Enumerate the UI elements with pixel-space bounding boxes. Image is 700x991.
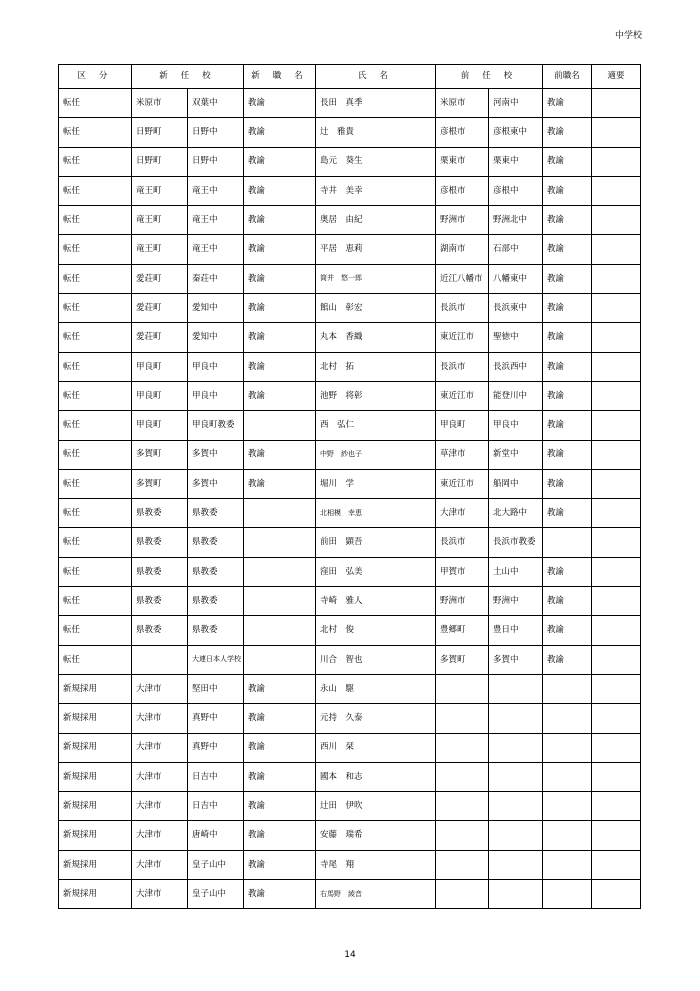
cell-prev-school: 土山中	[489, 557, 543, 586]
cell-prev-city	[436, 733, 489, 762]
cell-new-title	[244, 499, 316, 528]
cell-prev-city: 草津市	[436, 440, 489, 469]
cell-new-school: 日吉中	[188, 792, 244, 821]
cell-name: 筒井 悠一郎	[316, 264, 436, 293]
cell-new-title: 教諭	[244, 206, 316, 235]
cell-kubun: 転任	[59, 645, 132, 674]
cell-new-title: 教諭	[244, 264, 316, 293]
cell-remarks	[592, 792, 641, 821]
table-row	[59, 645, 641, 674]
cell-prev-title	[543, 704, 592, 733]
cell-prev-school: 北大路中	[489, 499, 543, 528]
cell-name: 西 弘仁	[316, 411, 436, 440]
cell-kubun: 転任	[59, 118, 132, 147]
cell-prev-city	[436, 850, 489, 879]
cell-prev-title: 教諭	[543, 411, 592, 440]
cell-prev-city: 甲良町	[436, 411, 489, 440]
cell-kubun: 転任	[59, 294, 132, 323]
cell-prev-title: 教諭	[543, 264, 592, 293]
header-new-post: 新 任 校	[132, 65, 244, 89]
cell-kubun: 新規採用	[59, 880, 132, 909]
cell-new-school: 愛知中	[188, 323, 244, 352]
cell-prev-title: 教諭	[543, 176, 592, 205]
cell-new-title: 教諭	[244, 821, 316, 850]
cell-prev-school: 野洲北中	[489, 206, 543, 235]
cell-remarks	[592, 118, 641, 147]
cell-new-title: 教諭	[244, 792, 316, 821]
cell-name: 寺崎 雅人	[316, 587, 436, 616]
header-prev-title: 前職名	[543, 65, 592, 89]
cell-remarks	[592, 469, 641, 498]
table-row	[59, 294, 641, 323]
cell-new-title: 教諭	[244, 850, 316, 879]
cell-kubun: 転任	[59, 499, 132, 528]
cell-new-city: 甲良町	[132, 352, 188, 381]
cell-new-city: 県教委	[132, 528, 188, 557]
cell-kubun: 転任	[59, 352, 132, 381]
cell-prev-school: 彦根東中	[489, 118, 543, 147]
cell-new-school: 皇子山中	[188, 850, 244, 879]
cell-prev-title: 教諭	[543, 89, 592, 118]
cell-new-city: 多賀町	[132, 440, 188, 469]
cell-remarks	[592, 440, 641, 469]
cell-kubun: 転任	[59, 381, 132, 410]
cell-new-title: 教諭	[244, 440, 316, 469]
cell-new-city: 県教委	[132, 616, 188, 645]
cell-remarks	[592, 176, 641, 205]
cell-remarks	[592, 528, 641, 557]
cell-prev-title: 教諭	[543, 323, 592, 352]
cell-prev-title: 教諭	[543, 235, 592, 264]
cell-kubun: 転任	[59, 89, 132, 118]
table-row	[59, 616, 641, 645]
cell-new-school: 県教委	[188, 587, 244, 616]
cell-new-title: 教諭	[244, 323, 316, 352]
cell-prev-city: 長浜市	[436, 528, 489, 557]
cell-new-school: 竜王中	[188, 206, 244, 235]
cell-prev-city: 彦根市	[436, 118, 489, 147]
cell-prev-school: 甲良中	[489, 411, 543, 440]
table-row	[59, 411, 641, 440]
cell-prev-school	[489, 674, 543, 703]
cell-remarks	[592, 499, 641, 528]
cell-new-title: 教諭	[244, 704, 316, 733]
table-row	[59, 469, 641, 498]
cell-name: 館山 彰宏	[316, 294, 436, 323]
cell-kubun: 新規採用	[59, 762, 132, 791]
cell-remarks	[592, 264, 641, 293]
table-row	[59, 674, 641, 703]
cell-prev-city: 野洲市	[436, 587, 489, 616]
table-row	[59, 89, 641, 118]
cell-name: 安藤 瑞希	[316, 821, 436, 850]
cell-name: 中野 紗也子	[316, 440, 436, 469]
cell-new-city: 県教委	[132, 499, 188, 528]
cell-prev-title: 教諭	[543, 557, 592, 586]
cell-new-school: 唐崎中	[188, 821, 244, 850]
cell-name: 丸本 香織	[316, 323, 436, 352]
cell-remarks	[592, 411, 641, 440]
cell-new-city: 県教委	[132, 587, 188, 616]
cell-new-city: 米原市	[132, 89, 188, 118]
cell-new-school: 皇子山中	[188, 880, 244, 909]
cell-prev-title	[543, 821, 592, 850]
cell-remarks	[592, 821, 641, 850]
cell-prev-title: 教諭	[543, 645, 592, 674]
cell-new-city: 愛荘町	[132, 264, 188, 293]
cell-kubun: 転任	[59, 557, 132, 586]
cell-prev-school: 豊日中	[489, 616, 543, 645]
cell-new-city: 竜王町	[132, 176, 188, 205]
cell-name: 寺尾 翔	[316, 850, 436, 879]
cell-prev-city: 東近江市	[436, 469, 489, 498]
cell-remarks	[592, 762, 641, 791]
table-row	[59, 352, 641, 381]
cell-prev-title	[543, 880, 592, 909]
cell-kubun: 新規採用	[59, 733, 132, 762]
cell-prev-school: 石部中	[489, 235, 543, 264]
cell-new-title	[244, 557, 316, 586]
cell-remarks	[592, 616, 641, 645]
cell-remarks	[592, 235, 641, 264]
cell-prev-school: 長浜西中	[489, 352, 543, 381]
cell-new-school: 日吉中	[188, 762, 244, 791]
cell-remarks	[592, 323, 641, 352]
cell-new-title	[244, 528, 316, 557]
cell-new-title: 教諭	[244, 176, 316, 205]
cell-remarks	[592, 352, 641, 381]
header-name: 氏 名	[316, 65, 436, 89]
cell-new-title: 教諭	[244, 235, 316, 264]
cell-prev-city	[436, 821, 489, 850]
table-header-row	[59, 65, 641, 89]
cell-new-city: 大津市	[132, 850, 188, 879]
cell-prev-school	[489, 821, 543, 850]
cell-new-title: 教諭	[244, 89, 316, 118]
cell-remarks	[592, 704, 641, 733]
cell-kubun: 新規採用	[59, 792, 132, 821]
cell-prev-school	[489, 850, 543, 879]
cell-new-title: 教諭	[244, 147, 316, 176]
cell-name: 島元 葵生	[316, 147, 436, 176]
cell-new-school: 竜王中	[188, 235, 244, 264]
cell-new-school: 県教委	[188, 616, 244, 645]
cell-prev-school: 河南中	[489, 89, 543, 118]
cell-new-title: 教諭	[244, 352, 316, 381]
cell-new-city	[132, 645, 188, 674]
cell-name: 北村 拓	[316, 352, 436, 381]
cell-new-title: 教諭	[244, 469, 316, 498]
cell-new-school: 日野中	[188, 147, 244, 176]
table-row	[59, 792, 641, 821]
cell-new-city: 甲良町	[132, 381, 188, 410]
cell-prev-school	[489, 762, 543, 791]
cell-prev-city: 米原市	[436, 89, 489, 118]
header-new-title: 新 職 名	[244, 65, 316, 89]
cell-prev-city: 大津市	[436, 499, 489, 528]
cell-name: 辻 雅貴	[316, 118, 436, 147]
cell-prev-school	[489, 792, 543, 821]
cell-new-city: 大津市	[132, 762, 188, 791]
cell-remarks	[592, 206, 641, 235]
cell-new-school: 真野中	[188, 704, 244, 733]
cell-name: 寺井 美幸	[316, 176, 436, 205]
cell-kubun: 新規採用	[59, 850, 132, 879]
cell-remarks	[592, 557, 641, 586]
cell-new-school: 多賀中	[188, 440, 244, 469]
header-prev-post: 前 任 校	[436, 65, 543, 89]
cell-kubun: 転任	[59, 469, 132, 498]
cell-remarks	[592, 645, 641, 674]
cell-prev-title: 教諭	[543, 469, 592, 498]
cell-prev-title: 教諭	[543, 352, 592, 381]
cell-new-city: 県教委	[132, 557, 188, 586]
cell-new-city: 大津市	[132, 674, 188, 703]
cell-new-city: 甲良町	[132, 411, 188, 440]
cell-prev-city	[436, 762, 489, 791]
cell-new-school: 甲良中	[188, 381, 244, 410]
cell-kubun: 新規採用	[59, 674, 132, 703]
page-number: 14	[344, 950, 356, 960]
table-row	[59, 147, 641, 176]
cell-remarks	[592, 587, 641, 616]
table-row	[59, 821, 641, 850]
cell-new-city: 大津市	[132, 792, 188, 821]
cell-prev-city	[436, 674, 489, 703]
cell-new-city: 日野町	[132, 118, 188, 147]
cell-prev-school: 多賀中	[489, 645, 543, 674]
cell-prev-city: 長浜市	[436, 352, 489, 381]
cell-prev-title: 教諭	[543, 587, 592, 616]
cell-new-school: 県教委	[188, 499, 244, 528]
table-row	[59, 235, 641, 264]
cell-name: 堀川 学	[316, 469, 436, 498]
cell-kubun: 新規採用	[59, 704, 132, 733]
cell-new-city: 大津市	[132, 880, 188, 909]
cell-name: 平居 恵莉	[316, 235, 436, 264]
cell-name: 辻田 伊吹	[316, 792, 436, 821]
cell-kubun: 転任	[59, 616, 132, 645]
cell-new-school: 愛知中	[188, 294, 244, 323]
cell-prev-title: 教諭	[543, 147, 592, 176]
cell-new-school: 県教委	[188, 557, 244, 586]
cell-new-city: 多賀町	[132, 469, 188, 498]
cell-prev-title: 教諭	[543, 381, 592, 410]
cell-kubun: 転任	[59, 264, 132, 293]
table-row	[59, 850, 641, 879]
table-row	[59, 323, 641, 352]
cell-prev-school: 野洲中	[489, 587, 543, 616]
cell-prev-school: 彦根中	[489, 176, 543, 205]
cell-prev-city: 長浜市	[436, 294, 489, 323]
cell-name: 北相模 幸恵	[316, 499, 436, 528]
cell-new-school: 堅田中	[188, 674, 244, 703]
table-row	[59, 762, 641, 791]
cell-name: 元持 久泰	[316, 704, 436, 733]
table-row	[59, 557, 641, 586]
cell-remarks	[592, 880, 641, 909]
table-row	[59, 733, 641, 762]
table-row	[59, 176, 641, 205]
cell-new-title: 教諭	[244, 674, 316, 703]
table-body	[59, 89, 641, 909]
cell-kubun: 転任	[59, 587, 132, 616]
cell-prev-title	[543, 528, 592, 557]
cell-new-city: 大津市	[132, 704, 188, 733]
cell-prev-city: 豊郷町	[436, 616, 489, 645]
cell-new-title	[244, 616, 316, 645]
cell-new-school: 県教委	[188, 528, 244, 557]
cell-kubun: 転任	[59, 176, 132, 205]
cell-remarks	[592, 733, 641, 762]
table-row	[59, 264, 641, 293]
cell-prev-title: 教諭	[543, 499, 592, 528]
cell-remarks	[592, 674, 641, 703]
cell-kubun: 転任	[59, 206, 132, 235]
cell-kubun: 転任	[59, 323, 132, 352]
cell-new-school: 秦荘中	[188, 264, 244, 293]
cell-new-school: 甲良町教委	[188, 411, 244, 440]
cell-prev-school	[489, 880, 543, 909]
cell-new-title: 教諭	[244, 733, 316, 762]
cell-name: 川合 智也	[316, 645, 436, 674]
cell-remarks	[592, 89, 641, 118]
header-kubun: 区 分	[59, 65, 132, 89]
cell-new-city: 日野町	[132, 147, 188, 176]
cell-prev-school: 栗東中	[489, 147, 543, 176]
header-remarks: 適要	[592, 65, 641, 89]
cell-prev-school: 八幡東中	[489, 264, 543, 293]
cell-new-school: 双葉中	[188, 89, 244, 118]
cell-prev-city: 栗東市	[436, 147, 489, 176]
cell-name: 永山 駆	[316, 674, 436, 703]
cell-prev-title: 教諭	[543, 616, 592, 645]
cell-new-title	[244, 587, 316, 616]
cell-remarks	[592, 850, 641, 879]
cell-new-school: 真野中	[188, 733, 244, 762]
table-row	[59, 118, 641, 147]
cell-kubun: 転任	[59, 411, 132, 440]
cell-prev-title	[543, 850, 592, 879]
cell-prev-city: 近江八幡市	[436, 264, 489, 293]
cell-new-title	[244, 645, 316, 674]
cell-prev-school: 船岡中	[489, 469, 543, 498]
cell-prev-city: 多賀町	[436, 645, 489, 674]
cell-new-school: 日野中	[188, 118, 244, 147]
cell-prev-school: 新堂中	[489, 440, 543, 469]
cell-remarks	[592, 147, 641, 176]
table-row	[59, 381, 641, 410]
cell-name: 前田 顕吾	[316, 528, 436, 557]
personnel-table	[58, 64, 641, 909]
cell-prev-school	[489, 704, 543, 733]
table-row	[59, 499, 641, 528]
cell-new-school: 竜王中	[188, 176, 244, 205]
cell-prev-city: 野洲市	[436, 206, 489, 235]
cell-new-title	[244, 411, 316, 440]
cell-name: 奥居 由紀	[316, 206, 436, 235]
cell-prev-city	[436, 704, 489, 733]
cell-prev-title	[543, 792, 592, 821]
cell-prev-title	[543, 762, 592, 791]
cell-new-title: 教諭	[244, 118, 316, 147]
cell-prev-title: 教諭	[543, 440, 592, 469]
cell-prev-school	[489, 733, 543, 762]
cell-remarks	[592, 381, 641, 410]
cell-prev-title	[543, 674, 592, 703]
table-row	[59, 206, 641, 235]
cell-prev-school: 聖徳中	[489, 323, 543, 352]
cell-prev-city: 彦根市	[436, 176, 489, 205]
cell-prev-title: 教諭	[543, 206, 592, 235]
cell-new-school: 多賀中	[188, 469, 244, 498]
cell-new-city: 愛荘町	[132, 294, 188, 323]
table-row	[59, 587, 641, 616]
table-row	[59, 528, 641, 557]
cell-new-city: 大津市	[132, 821, 188, 850]
cell-prev-school: 能登川中	[489, 381, 543, 410]
cell-prev-school: 長浜市教委	[489, 528, 543, 557]
cell-kubun: 転任	[59, 440, 132, 469]
cell-name: 窪田 弘美	[316, 557, 436, 586]
cell-prev-city	[436, 880, 489, 909]
cell-name: 西川 栞	[316, 733, 436, 762]
cell-prev-title: 教諭	[543, 118, 592, 147]
cell-new-title: 教諭	[244, 381, 316, 410]
cell-name: 北村 俊	[316, 616, 436, 645]
cell-new-city: 大津市	[132, 733, 188, 762]
cell-remarks	[592, 294, 641, 323]
school-level-label: 中学校	[614, 31, 642, 41]
cell-prev-city: 東近江市	[436, 323, 489, 352]
cell-new-title: 教諭	[244, 294, 316, 323]
cell-new-title: 教諭	[244, 762, 316, 791]
cell-name: 長田 真季	[316, 89, 436, 118]
table-row	[59, 704, 641, 733]
cell-prev-city: 東近江市	[436, 381, 489, 410]
table-row	[59, 880, 641, 909]
cell-new-school: 甲良中	[188, 352, 244, 381]
cell-name: 池野 将彰	[316, 381, 436, 410]
table-row	[59, 440, 641, 469]
cell-kubun: 転任	[59, 147, 132, 176]
cell-prev-title	[543, 733, 592, 762]
cell-kubun: 新規採用	[59, 821, 132, 850]
cell-new-city: 竜王町	[132, 235, 188, 264]
cell-prev-title: 教諭	[543, 294, 592, 323]
cell-kubun: 転任	[59, 235, 132, 264]
cell-name: 右馬野 綾音	[316, 880, 436, 909]
cell-prev-school: 長浜東中	[489, 294, 543, 323]
cell-new-city: 竜王町	[132, 206, 188, 235]
cell-prev-city: 甲賀市	[436, 557, 489, 586]
cell-new-city: 愛荘町	[132, 323, 188, 352]
cell-prev-city: 湖南市	[436, 235, 489, 264]
cell-kubun: 転任	[59, 528, 132, 557]
cell-name: 國本 和志	[316, 762, 436, 791]
cell-new-title: 教諭	[244, 880, 316, 909]
cell-prev-city	[436, 792, 489, 821]
cell-new-school: 大連日本人学校	[188, 645, 244, 674]
